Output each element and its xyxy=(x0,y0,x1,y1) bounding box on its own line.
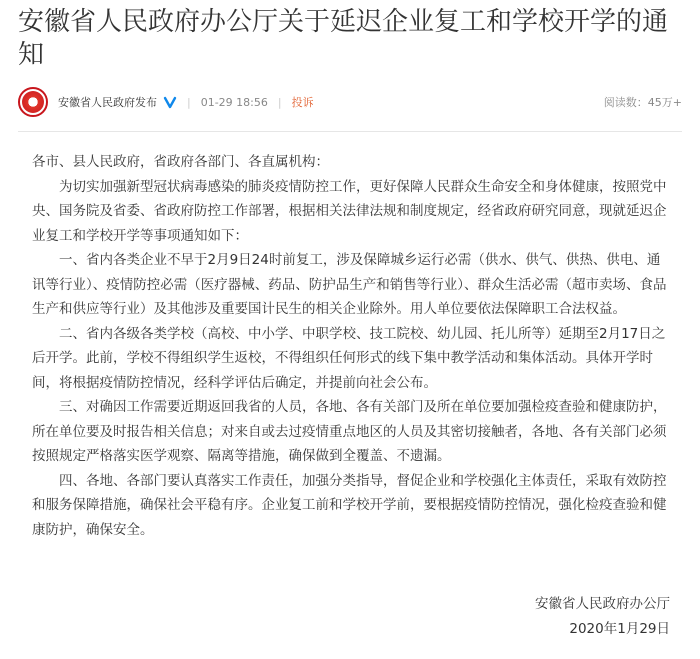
paragraph-item-4: 四、各地、各部门要认真落实工作责任，加强分类指导，督促企业和学校强化主体责任，采取有效防控和服务保障措施，确保社会平稳有序。企业复工前和学校开学前，要根据疫情防控情况，强化检疫查验和健康防护，确保安全。 xyxy=(32,472,667,538)
salutation: 各市、县人民政府，省政府各部门、各直属机构： xyxy=(32,154,329,170)
article-title: 安徽省人民政府办公厅关于延迟企业复工和学校开学的通知 xyxy=(18,7,669,70)
verified-v-icon xyxy=(163,95,177,109)
signature-block xyxy=(535,592,670,642)
author-name[interactable]: 安徽省人民政府发布 xyxy=(58,96,157,109)
paragraph-intro: 为切实加强新型冠状病毒感染的肺炎疫情防控工作，更好保障人民群众生命安全和身体健康，按照党中央、国务院及省委、省政府防控工作部署，根据相关法律法规和制度规定，经省政府研究同意，现就延迟企业复工和学校开学等事项通知如下： xyxy=(32,178,667,244)
read-count: 阅读数：45万+ xyxy=(603,96,682,109)
meta-separator: | xyxy=(187,95,191,109)
signature-date: 2020年1月29日 xyxy=(569,621,670,637)
divider xyxy=(18,131,682,132)
signature-org: 安徽省人民政府办公厅 xyxy=(535,596,670,612)
article-meta xyxy=(18,86,682,118)
government-seal-avatar-icon[interactable] xyxy=(18,87,48,117)
paragraph-item-2: 二、省内各级各类学校（高校、中小学、中职学校、技工院校、幼儿园、托儿所等）延期至2月17日之后开学。此前，学校不得组织学生返校，不得组织任何形式的线下集中教学活动和集体活动。具体开学时间，将根据疫情防控情况，经科学评估后确定，并提前向社会公布。 xyxy=(32,325,666,391)
paragraph-item-3: 三、对确因工作需要近期返回我省的人员，各地、各有关部门及所在单位要加强检疫查验和健康防护，所在单位要及时报告相关信息；对来自或去过疫情重点地区的人员及其密切接触者，各地、各有关部门必须按照规定严格落实医学观察、隔离等措施，确保做到全覆盖、不遗漏。 xyxy=(32,399,667,464)
meta-separator: | xyxy=(277,95,282,109)
paragraph-item-1: 一、省内各类企业不早于2月9日24时前复工，涉及保障城乡运行必需（供水、供气、供热、供电、通讯等行业）、疫情防控必需（医疗器械、药品、防护品生产和销售等行业）、群众生活必需（超市卖场、食品生产和供应等行业）及其他涉及重要国计民生的相关企业除外。用人单位要依法保障职工合法权益。 xyxy=(32,252,667,317)
complain-link[interactable]: 投诉 xyxy=(291,96,314,109)
publish-time: 01-29 18:56 xyxy=(200,95,268,109)
article-body xyxy=(32,150,672,542)
